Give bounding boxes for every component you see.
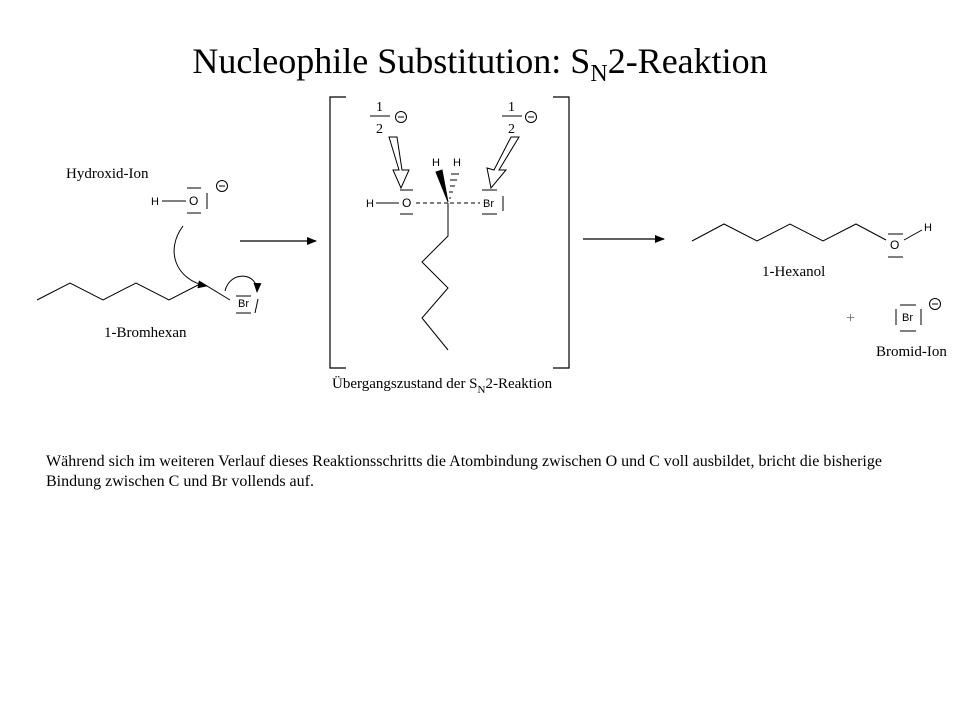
ts-o: O xyxy=(402,196,412,210)
bromide-ion xyxy=(896,299,941,332)
hexanol-chain xyxy=(692,224,886,241)
ts-h-top-left: H xyxy=(432,157,440,169)
hollow-arrow-right-icon xyxy=(487,137,519,188)
hexanol-o: O xyxy=(890,238,900,252)
bromohexane-br xyxy=(236,296,258,313)
bromide-br: Br xyxy=(902,312,913,324)
wedge-bond xyxy=(436,170,448,202)
charge-numerator-right: 1 xyxy=(508,100,515,115)
bromide-label: Bromid-Ion xyxy=(876,344,947,360)
bromohexane-chain xyxy=(37,283,230,300)
ts-alkyl-chain xyxy=(422,203,448,350)
hexanol-oh xyxy=(888,222,932,257)
charge-denominator-left: 2 xyxy=(376,122,383,137)
ts-h-top-right: H xyxy=(453,157,461,169)
hydroxide-h: H xyxy=(151,196,159,208)
hexanol-label: 1-Hexanol xyxy=(762,264,826,280)
plus-sign: + xyxy=(846,310,856,327)
nucleophile-attack-arrow xyxy=(174,226,207,286)
transition-state-molecule xyxy=(366,157,503,350)
hydroxide-ion xyxy=(151,181,228,214)
ts-h-left: H xyxy=(366,198,374,210)
charge-numerator-left: 1 xyxy=(376,100,383,115)
charge-denominator-right: 2 xyxy=(508,122,515,137)
partial-charge-left xyxy=(370,100,407,137)
explanation-text: Während sich im weiteren Verlauf dieses Reaktionsschritts die Atombindung zwischen O und C voll ausbildet, bricht die bisherige Bindung zwischen C und Br vollends auf. xyxy=(46,453,882,490)
hash-bond xyxy=(449,174,459,198)
hexanol-h: H xyxy=(924,222,932,234)
slide-title: Nucleophile Substitution: $S_N2$-Reaktion xyxy=(192,41,768,88)
ts-br: Br xyxy=(483,198,494,210)
hydroxide-o: O xyxy=(189,194,199,208)
bromohexane-br-symbol: Br xyxy=(238,298,249,310)
hydroxide-label: Hydroxid-Ion xyxy=(66,166,149,182)
bromohexane-label: 1-Bromhexan xyxy=(104,325,187,341)
bond-break-arrow xyxy=(225,276,257,292)
transition-state-brackets xyxy=(330,97,569,368)
hollow-arrow-left-icon xyxy=(389,137,409,188)
transition-state-label: Übergangszustand der $S_N2$-Reaktion xyxy=(332,376,553,396)
ts-label-subscript: N xyxy=(477,384,486,396)
partial-charge-right xyxy=(502,100,537,137)
title-subscript: N xyxy=(590,61,608,88)
